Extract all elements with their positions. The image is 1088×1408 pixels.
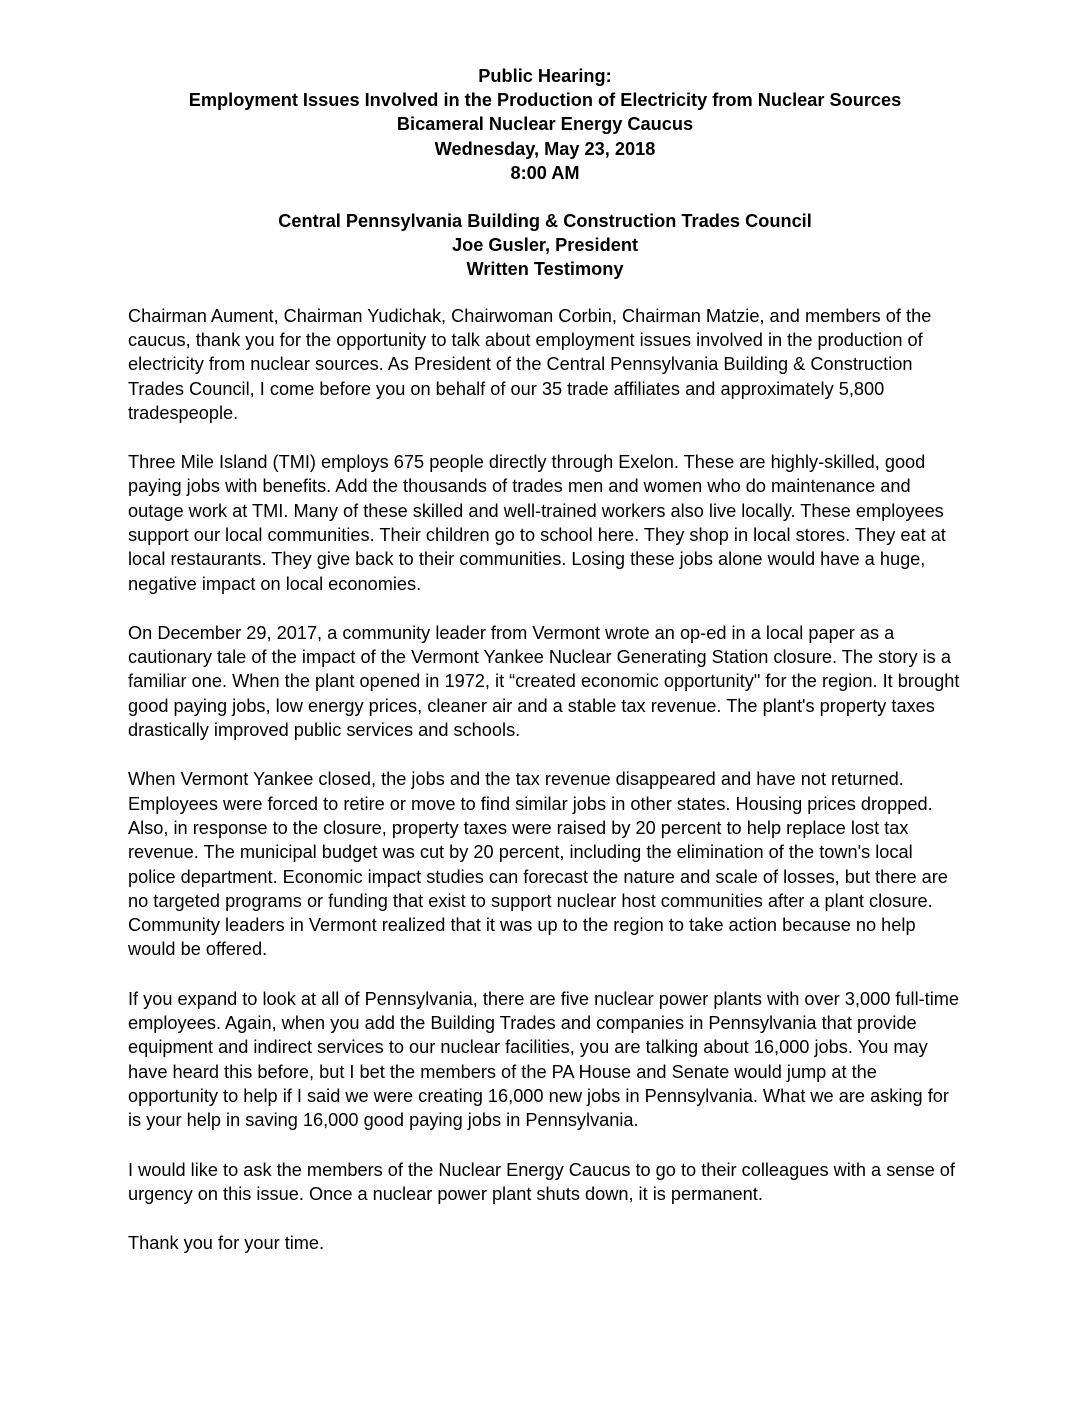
paragraph-tmi: Three Mile Island (TMI) employs 675 people directly through Exelon. These are highly-skilled, good paying jobs with benefits. Add the thousands of trades men and women who do maintenance and outage work at TMI. Many of these skilled and well-trained workers also live locally. These employees support our local communities. Their children go to school here. They shop in local stores. They eat at local restaurants. They give back to their communities. Losing these jobs alone would have a huge, negative impact on local economies. <box>128 452 946 594</box>
paragraph-vermont-opening: On December 29, 2017, a community leader from Vermont wrote an op-ed in a local paper as a cautionary tale of the impact of the Vermont Yankee Nuclear Generating Station closure. The story is a familiar one. When the plant opened in 1972, it “created economic opportunity" for the region. It brought good paying jobs, low energy prices, cleaner air and a stable tax revenue. The plant's property taxes drastically improved public services and schools. <box>128 622 960 741</box>
caucus-name: Bicameral Nuclear Energy Caucus <box>396 114 694 135</box>
testimony-header <box>128 209 962 282</box>
hearing-label: Public Hearing: <box>478 66 612 86</box>
paragraph-request: I would like to ask the members of the Nuclear Energy Caucus to go to their colleagues with a sense of urgency on this issue. Once a nuclear power plant shuts down, it is permanent. <box>128 1159 955 1204</box>
hearing-topic: Employment Issues Involved in the Production of Electricity from Nuclear Sources <box>188 90 902 111</box>
closing-line: Thank you for your time. <box>128 1233 325 1254</box>
paragraph-vermont-closure: When Vermont Yankee closed, the jobs and the tax revenue disappeared and have not returned. Employees were forced to retire or move to find similar jobs in other states. Housing prices dropped. Also, in response to the closure, property taxes were raised by 20 percent to help replace lost tax revenue. The municipal budget was cut by 20 percent, including the elimination of the town's local police department. Economic impact studies can forecast the nature and scale of losses, but there are no targeted programs or funding that exist to support nuclear host communities after a plant closure. Community leaders in Vermont realized that it was up to the region to take action because no help would be offered. <box>128 769 948 960</box>
hearing-time: 8:00 AM <box>510 162 580 183</box>
testimony-body <box>128 304 962 1256</box>
presenter-name: Joe Gusler, President <box>452 235 638 256</box>
paragraph-pennsylvania: If you expand to look at all of Pennsylvania, there are five nuclear power plants with over 3,000 full-time employees. Again, when you add the Building Trades and companies in Pennsylvania that provide equipment and indirect services to our nuclear facilities, you are talking about 16,000 jobs. You may have heard this before, but I bet the members of the PA House and Senate would jump at the opportunity to help if I said we were creating 16,000 new jobs in Pennsylvania. What we are asking for is your help in saving 16,000 good paying jobs in Pennsylvania. <box>128 988 960 1131</box>
document-type: Written Testimony <box>466 259 624 280</box>
hearing-date: Wednesday, May 23, 2018 <box>434 138 656 159</box>
paragraph-intro: Chairman Aument, Chairman Yudichak, Chairwoman Corbin, Chairman Matzie, and members of the caucus, thank you for the opportunity to talk about employment issues involved in the production of electricity from nuclear sources. As President of the Central Pennsylvania Building & Construction Trades Council, I come before you on behalf of our 35 trade affiliates and approximately 5,800 tradespeople. <box>128 305 932 423</box>
document-page <box>128 64 962 1255</box>
hearing-header <box>128 64 962 185</box>
organization-name: Central Pennsylvania Building & Construction Trades Council <box>278 211 812 232</box>
